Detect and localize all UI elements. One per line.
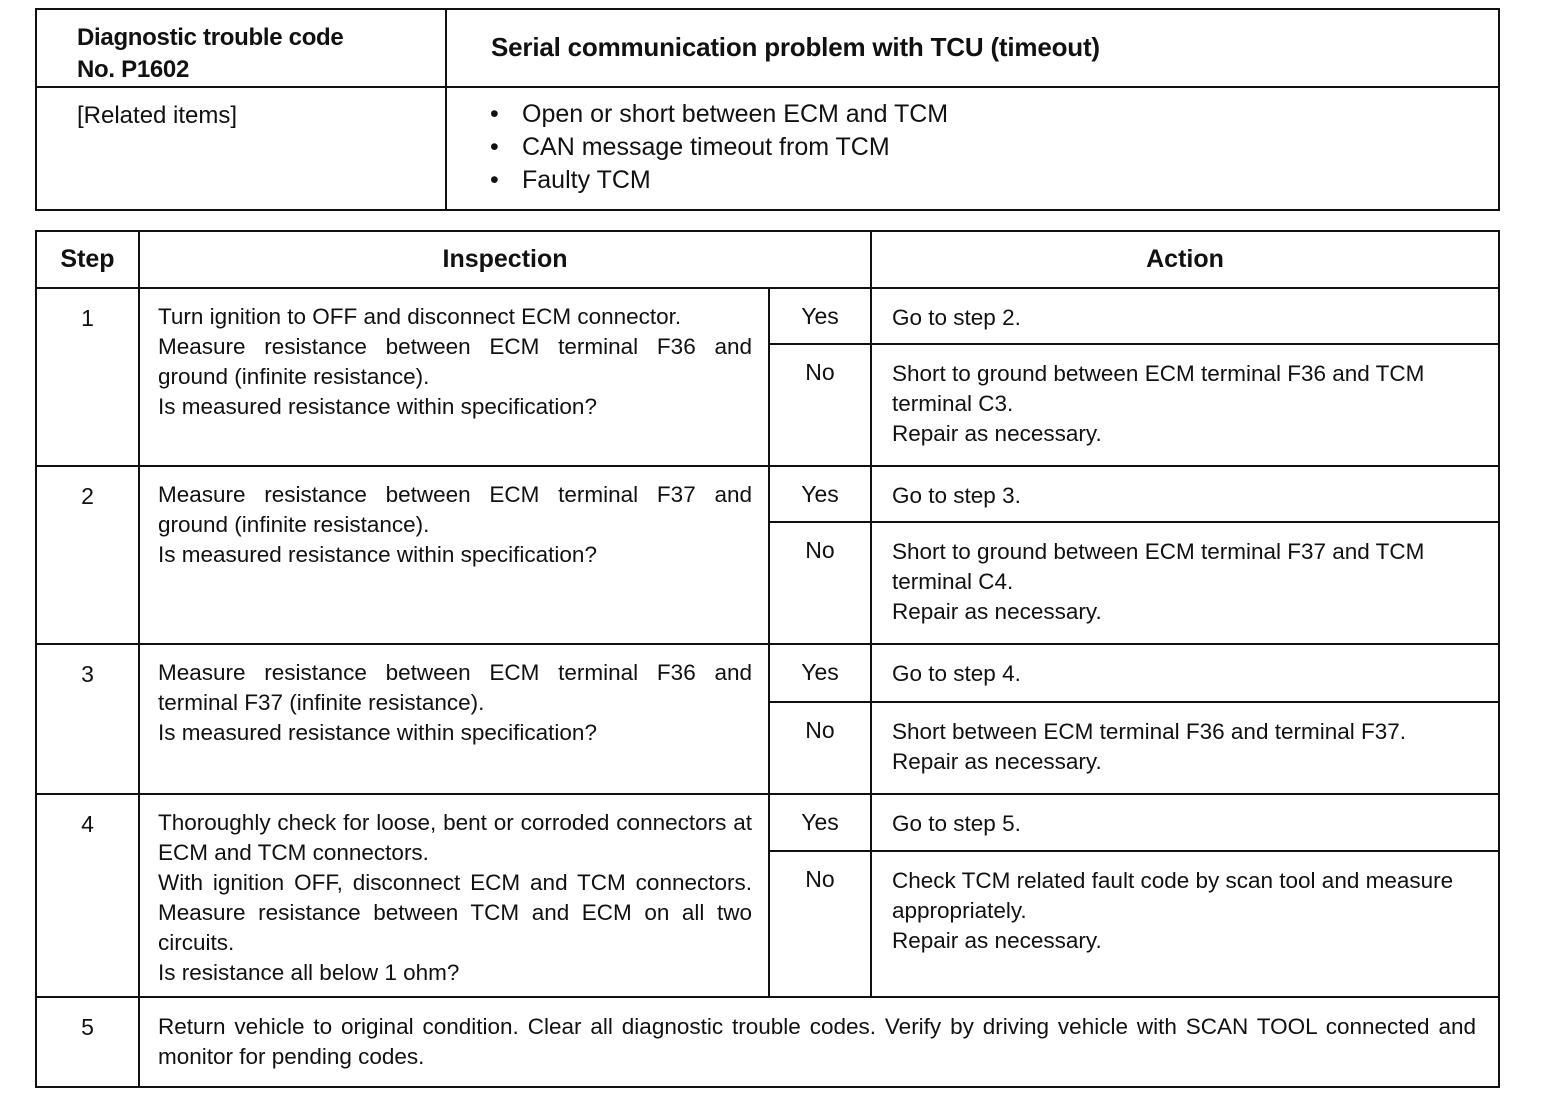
table-row: [36, 288, 1499, 344]
yes-label: Yes: [769, 288, 871, 344]
action-line: Repair as necessary.: [892, 749, 1102, 774]
dtc-title: Serial communication problem with TCU (timeout): [446, 9, 1499, 87]
table-row: [36, 644, 1499, 702]
action-line: Short between ECM terminal F36 and terminal F37.: [892, 719, 1406, 744]
table-row: [36, 997, 1499, 1087]
dtc-header-table: [35, 8, 1500, 211]
step-number: 5: [36, 997, 139, 1087]
yes-action: [871, 644, 1499, 702]
column-header-action: Action: [871, 231, 1499, 288]
yes-label: Yes: [769, 466, 871, 522]
related-item: • Faulty TCM: [522, 164, 1498, 197]
table-row: [36, 794, 1499, 851]
yes-label: Yes: [769, 794, 871, 851]
action-line: Repair as necessary.: [892, 928, 1102, 953]
no-action: [871, 522, 1499, 644]
related-items-cell: [446, 87, 1499, 210]
no-action: [871, 851, 1499, 997]
column-header-inspection: Inspection: [139, 231, 871, 288]
inspection-line: Is measured resistance within specification?: [158, 720, 597, 745]
action-line: Check TCM related fault code by scan tool and measure appropriately.: [892, 868, 1454, 923]
action-line: Go to step 3.: [892, 483, 1021, 508]
yes-action: [871, 794, 1499, 851]
step-number: 3: [36, 644, 139, 794]
table-row: [36, 466, 1499, 522]
dtc-label-line1: Diagnostic trouble code: [77, 24, 344, 51]
yes-action: [871, 466, 1499, 522]
no-label: No: [769, 851, 871, 997]
step-number: 4: [36, 794, 139, 997]
action-line: Short to ground between ECM terminal F37 and TCM terminal C4.: [892, 539, 1425, 594]
inspection-text: [139, 644, 769, 794]
step-number: 2: [36, 466, 139, 644]
action-line: Repair as necessary.: [892, 421, 1102, 446]
action-line: Repair as necessary.: [892, 599, 1102, 624]
action-line: Short to ground between ECM terminal F36 and TCM terminal C3.: [892, 361, 1425, 416]
inspection-line: Measure resistance between ECM terminal F36 and ground (infinite resistance).: [158, 334, 752, 389]
step-number: 1: [36, 288, 139, 466]
diagnostic-steps-table: [35, 230, 1500, 1088]
inspection-text: [139, 288, 769, 466]
inspection-line: Measure resistance between ECM terminal F37 and ground (infinite resistance).: [158, 482, 752, 537]
action-line: Go to step 4.: [892, 661, 1021, 686]
no-label: No: [769, 344, 871, 466]
table-header-row: [36, 231, 1499, 288]
inspection-line: Turn ignition to OFF and disconnect ECM connector.: [158, 304, 682, 329]
final-step-text: Return vehicle to original condition. Clear all diagnostic trouble codes. Verify by driving vehicle with SCAN TOOL connected and monitor for pending codes.: [139, 997, 1499, 1087]
no-action: [871, 344, 1499, 466]
dtc-label: [36, 9, 446, 87]
inspection-line: Measure resistance between ECM terminal F36 and terminal F37 (infinite resistance).: [158, 660, 752, 715]
column-header-step: Step: [36, 231, 139, 288]
action-line: Go to step 5.: [892, 811, 1021, 836]
inspection-text: [139, 466, 769, 644]
inspection-line: Is measured resistance within specification?: [158, 542, 597, 567]
no-label: No: [769, 702, 871, 794]
related-items-label: [Related items]: [36, 87, 446, 210]
action-line: Go to step 2.: [892, 305, 1021, 330]
inspection-text: [139, 794, 769, 997]
related-item: • Open or short between ECM and TCM: [522, 98, 1498, 131]
inspection-line: Is resistance all below 1 ohm?: [158, 960, 460, 985]
related-item: • CAN message timeout from TCM: [522, 131, 1498, 164]
inspection-line: Is measured resistance within specification?: [158, 394, 597, 419]
yes-action: [871, 288, 1499, 344]
no-action: [871, 702, 1499, 794]
no-label: No: [769, 522, 871, 644]
inspection-line: With ignition OFF, disconnect ECM and TCM connectors. Measure resistance between TCM and ECM on all two circuits.: [158, 870, 752, 955]
yes-label: Yes: [769, 644, 871, 702]
dtc-number: No. P1602: [77, 56, 190, 83]
related-items-list: [447, 88, 1498, 197]
inspection-line: Thoroughly check for loose, bent or corroded connectors at ECM and TCM connectors.: [158, 810, 752, 865]
